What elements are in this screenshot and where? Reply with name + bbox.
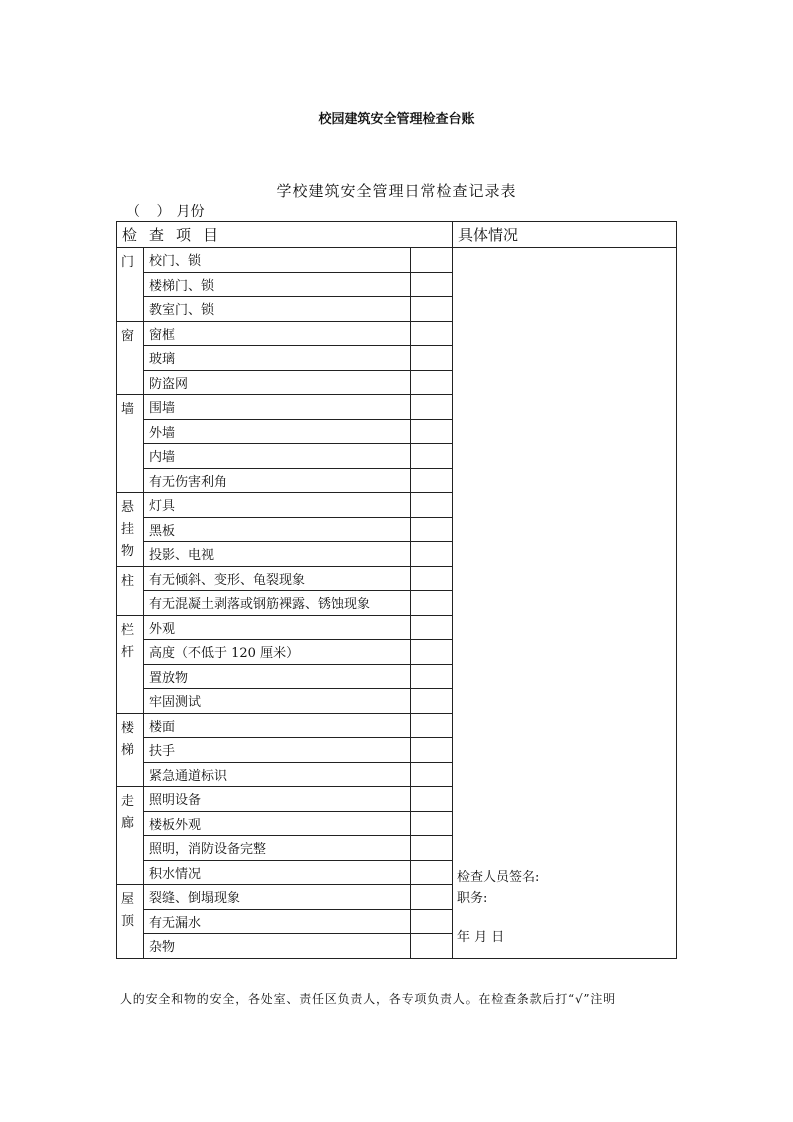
position-label: 职务: [457, 890, 488, 906]
inspection-item: 楼梯门、锁 [144, 272, 411, 297]
header-inspect-char: 项 [176, 226, 192, 244]
category-label: 墙 [121, 402, 135, 417]
inspection-item: 教室门、锁 [144, 297, 411, 322]
check-mark-cell[interactable] [411, 419, 453, 444]
category-label: 走廊 [121, 794, 135, 831]
inspection-item: 窗框 [144, 321, 411, 346]
check-mark-cell[interactable] [411, 321, 453, 346]
check-mark-cell[interactable] [411, 689, 453, 714]
category-cell [117, 787, 144, 885]
inspection-item: 高度（不低于 120 厘米） [144, 640, 411, 665]
header-inspect-char: 查 [149, 226, 165, 244]
category-label: 屋顶 [121, 892, 135, 929]
inspection-item: 扶手 [144, 738, 411, 763]
header-detail: 具体情况 [453, 222, 677, 248]
check-mark-cell[interactable] [411, 664, 453, 689]
check-mark-cell[interactable] [411, 248, 453, 273]
inspection-item: 外观 [144, 615, 411, 640]
inspection-item: 内墙 [144, 444, 411, 469]
inspection-table [116, 221, 677, 959]
category-cell [117, 493, 144, 567]
category-cell [117, 615, 144, 713]
inspection-item: 裂缝、倒塌现象 [144, 885, 411, 910]
check-mark-cell[interactable] [411, 738, 453, 763]
date-label: 年 月 日 [457, 929, 505, 945]
document-title: 校园建筑安全管理检查台账 [318, 112, 475, 127]
inspection-item: 照明，消防设备完整 [144, 836, 411, 861]
category-label: 窗 [121, 328, 135, 344]
inspection-item: 置放物 [144, 664, 411, 689]
category-cell [117, 321, 144, 395]
category-cell [117, 713, 144, 787]
check-mark-cell[interactable] [411, 811, 453, 836]
inspection-item: 防盗网 [144, 370, 411, 395]
check-mark-cell[interactable] [411, 517, 453, 542]
header-inspect-items [117, 222, 453, 248]
month-text: 月份 [176, 204, 205, 220]
inspection-item: 有无混凝土剥落或钢筋裸露、锈蚀现象 [144, 591, 411, 616]
inspection-item: 投影、电视 [144, 542, 411, 567]
table-header-row [117, 222, 677, 248]
header-inspect-char: 检 [122, 226, 138, 244]
table-row [117, 248, 677, 273]
inspection-item: 楼板外观 [144, 811, 411, 836]
check-mark-cell[interactable] [411, 615, 453, 640]
check-mark-cell[interactable] [411, 860, 453, 885]
check-mark-cell[interactable] [411, 542, 453, 567]
check-mark-cell[interactable] [411, 566, 453, 591]
check-mark-cell[interactable] [411, 713, 453, 738]
check-mark-cell[interactable] [411, 444, 453, 469]
inspection-item: 有无倾斜、变形、龟裂现象 [144, 566, 411, 591]
inspection-item: 杂物 [144, 934, 411, 959]
check-mark-cell[interactable] [411, 787, 453, 812]
inspection-item: 玻璃 [144, 346, 411, 371]
category-cell [117, 566, 144, 615]
footnote: 人的安全和物的安全，各处室、责任区负责人，各专项负责人。在检查条款后打“√”注明 [120, 992, 616, 1006]
check-mark-cell[interactable] [411, 909, 453, 934]
check-mark-cell[interactable] [411, 468, 453, 493]
table-title: 学校建筑安全管理日常检查记录表 [276, 182, 517, 200]
header-inspect-char: 目 [203, 226, 219, 244]
inspection-item: 围墙 [144, 395, 411, 420]
category-cell [117, 885, 144, 959]
inspection-item: 楼面 [144, 713, 411, 738]
category-cell [117, 248, 144, 322]
signature-label: 检查人员签名: [457, 869, 540, 885]
inspection-item: 有无漏水 [144, 909, 411, 934]
detail-cell [453, 248, 677, 959]
category-label: 柱 [121, 573, 135, 589]
category-cell [117, 395, 144, 493]
check-mark-cell[interactable] [411, 885, 453, 910]
inspection-item: 校门、锁 [144, 248, 411, 273]
inspection-item: 紧急通道标识 [144, 762, 411, 787]
check-mark-cell[interactable] [411, 640, 453, 665]
inspection-item: 照明设备 [144, 787, 411, 812]
check-mark-cell[interactable] [411, 591, 453, 616]
check-mark-cell[interactable] [411, 346, 453, 371]
inspection-item: 有无伤害利角 [144, 468, 411, 493]
check-mark-cell[interactable] [411, 836, 453, 861]
month-blank: （ ） [126, 204, 177, 220]
inspection-item: 外墙 [144, 419, 411, 444]
category-label: 栏杆 [121, 622, 135, 660]
check-mark-cell[interactable] [411, 370, 453, 395]
check-mark-cell[interactable] [411, 934, 453, 959]
inspection-item: 灯具 [144, 493, 411, 518]
check-mark-cell[interactable] [411, 272, 453, 297]
category-label: 楼梯 [121, 720, 135, 758]
check-mark-cell[interactable] [411, 762, 453, 787]
inspection-item: 积水情况 [144, 860, 411, 885]
check-mark-cell[interactable] [411, 297, 453, 322]
inspection-item: 牢固测试 [144, 689, 411, 714]
category-label: 门 [121, 255, 135, 270]
month-label [126, 201, 204, 221]
check-mark-cell[interactable] [411, 493, 453, 518]
category-label: 悬挂物 [121, 500, 135, 559]
inspection-item: 黑板 [144, 517, 411, 542]
spacer [457, 909, 676, 927]
check-mark-cell[interactable] [411, 395, 453, 420]
